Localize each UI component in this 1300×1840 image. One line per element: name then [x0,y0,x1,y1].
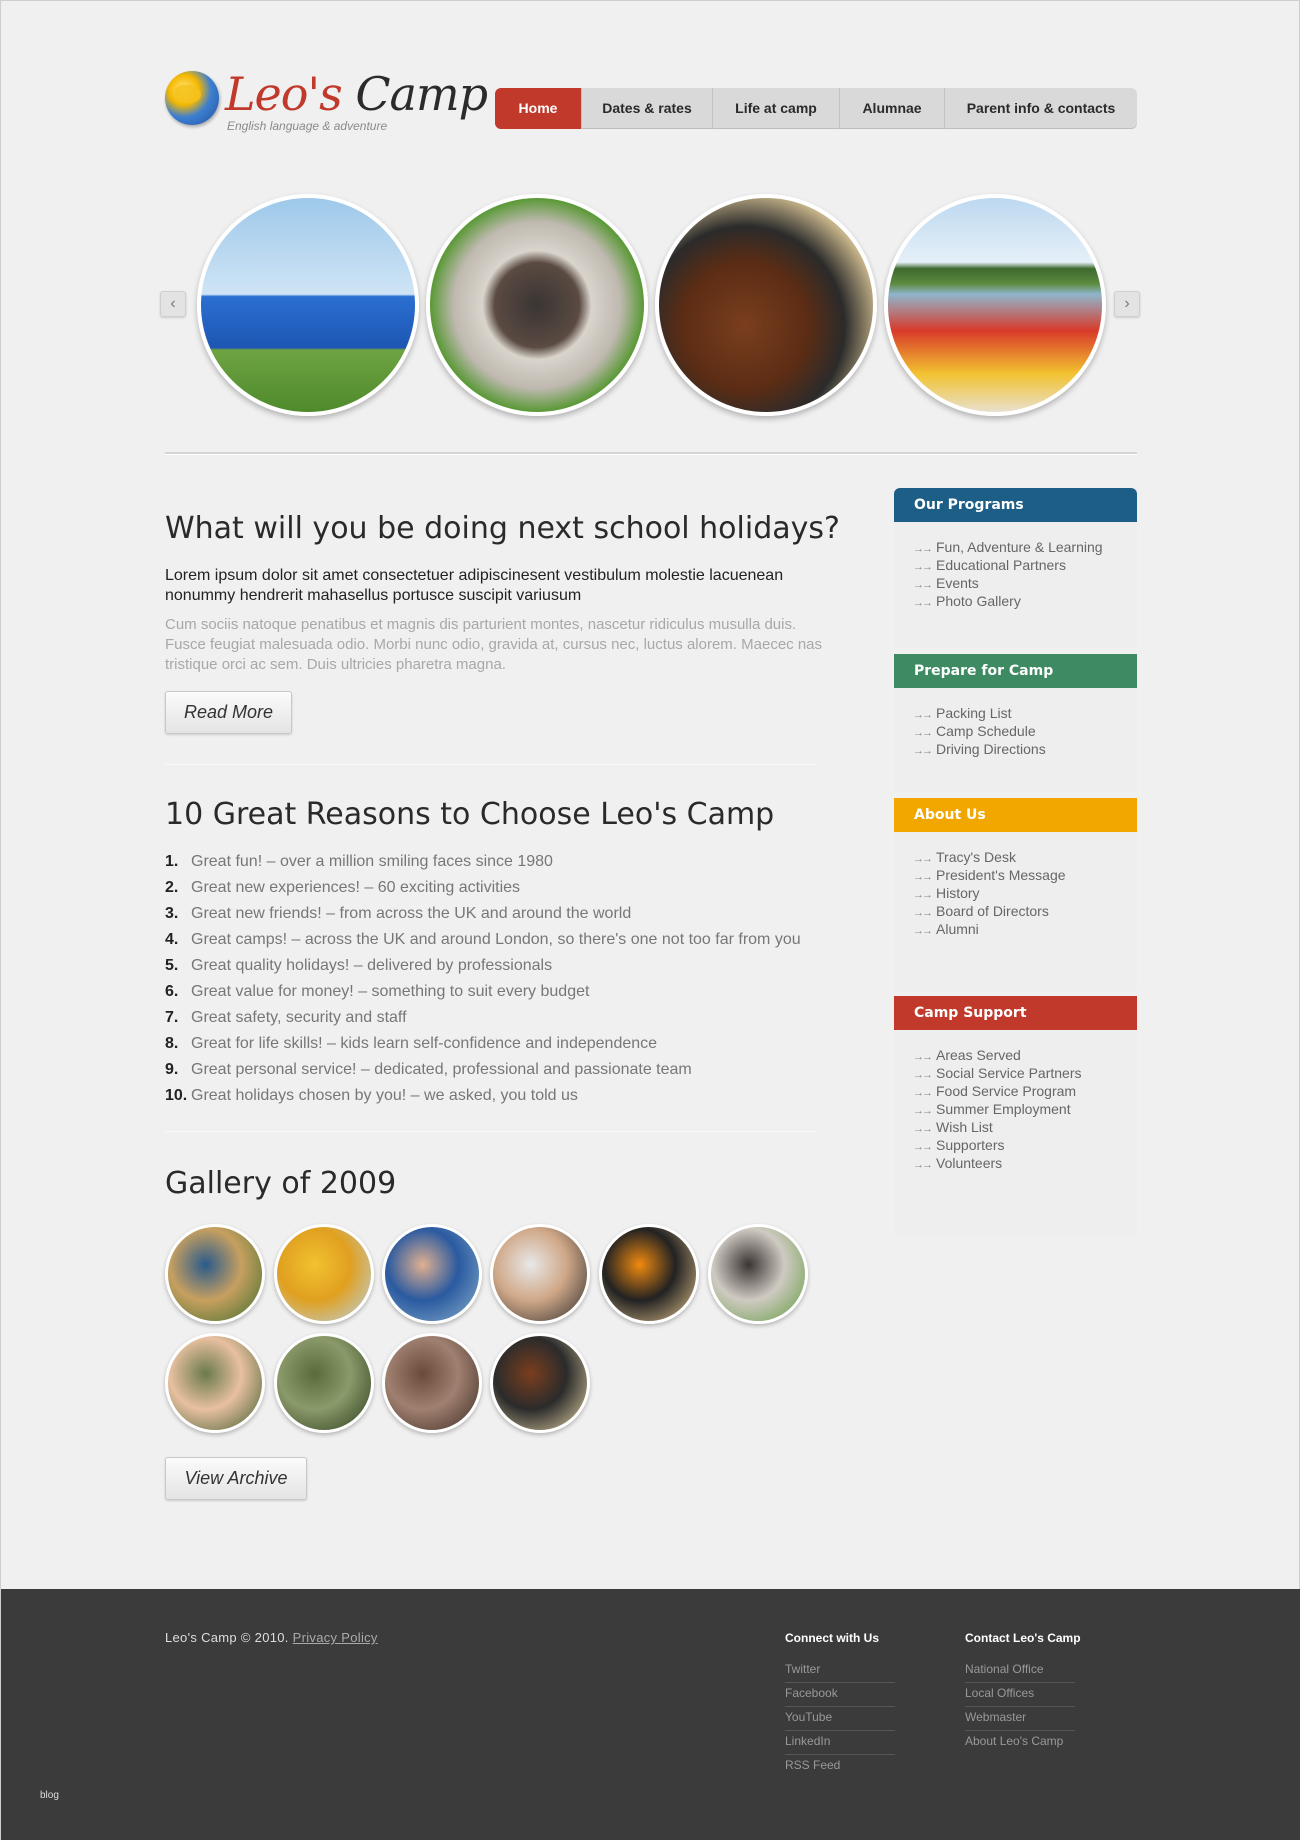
footer-contact-heading: Contact Leo's Camp [965,1631,1081,1645]
facebook-link[interactable]: Facebook [785,1683,895,1707]
list-item [165,875,825,901]
double-arrow-icon: →→ [913,1123,931,1135]
slide-kayaking[interactable] [884,194,1106,416]
sidebar-link[interactable] [913,1118,1137,1136]
sidebar-link[interactable] [913,574,1137,592]
double-arrow-icon: →→ [913,1069,931,1081]
gallery-thumb[interactable] [274,1333,374,1433]
list-item [165,849,825,875]
chevron-right-icon: › [1124,295,1130,312]
section-divider [165,1131,817,1132]
sidebar-link[interactable] [913,1064,1137,1082]
double-arrow-icon: →→ [913,709,931,721]
intro-title: What will you be doing next school holidays? [165,511,840,546]
sidebar-link-label: Driving Directions [936,741,1046,757]
sidebar-link[interactable] [913,722,1137,740]
sidebar-link-label: Wish List [936,1119,993,1135]
sidebar-link[interactable] [913,920,1137,938]
double-arrow-icon: →→ [913,597,931,609]
sidebar-link-label: Fun, Adventure & Learning [936,539,1103,555]
slide-barbecue[interactable] [655,194,877,416]
nav-item-home[interactable]: Home [495,88,582,129]
sidebar-link-label: Tracy's Desk [936,849,1016,865]
slider-prev-button[interactable] [160,291,186,317]
gallery-thumb[interactable] [708,1224,808,1324]
list-number: 9. [165,1061,179,1078]
sidebar-link-label: President's Message [936,867,1066,883]
reasons-title: 10 Great Reasons to Choose Leo's Camp [165,797,775,832]
gallery-thumb[interactable] [490,1333,590,1433]
intro-body: Cum sociis natoque penatibus et magnis dis parturient montes, nascetur ridiculus musulla duis. Fusce feugiat malesuada odio. Morbi nunc odio, gravida at, cursus nec, luctus alorem. Maecec nas tristique orci ac sem. Duis ultricies pharetra magna. [165,616,823,673]
sidebar-link-label: Photo Gallery [936,593,1021,609]
gallery-thumb[interactable] [165,1224,265,1324]
sidebar-link-label: Supporters [936,1137,1005,1153]
double-arrow-icon: →→ [913,543,931,555]
list-number: 2. [165,879,179,896]
globe-icon [165,71,219,125]
double-arrow-icon: →→ [913,579,931,591]
nav-item-dates-rates[interactable]: Dates & rates [582,88,713,129]
slide-tent[interactable] [197,194,419,416]
double-arrow-icon: →→ [913,561,931,573]
double-arrow-icon: →→ [913,853,931,865]
list-number: 5. [165,957,179,974]
list-item [165,1057,825,1083]
gallery-thumb[interactable] [382,1333,482,1433]
double-arrow-icon: →→ [913,1087,931,1099]
sidebar-section-support [894,996,1137,1236]
list-number: 7. [165,1009,179,1026]
list-text: Great value for money! – something to suit every budget [191,983,590,1000]
sidebar-link[interactable] [913,884,1137,902]
local-offices-link[interactable]: Local Offices [965,1683,1075,1707]
logo-word-leos: Leo's [225,67,342,121]
national-office-link[interactable]: National Office [965,1659,1075,1683]
chevron-left-icon: ‹ [170,295,176,312]
linkedin-link[interactable]: LinkedIn [785,1731,895,1755]
view-archive-button[interactable]: View Archive [165,1457,307,1500]
list-text: Great quality holidays! – delivered by professionals [191,957,553,974]
sidebar-link-label: Volunteers [936,1155,1003,1171]
sidebar-link-label: Educational Partners [936,557,1066,573]
sidebar-link-label: Alumni [936,921,979,937]
list-number: 3. [165,905,179,922]
gallery-title: Gallery of 2009 [165,1166,397,1201]
list-item [165,1031,825,1057]
sidebar-section-programs [894,488,1137,648]
list-number: 8. [165,1035,179,1052]
nav-item-parent-info[interactable]: Parent info & contacts [966,100,1116,116]
sidebar-links [894,522,1137,610]
about-leos-camp-link[interactable]: About Leo's Camp [965,1734,1064,1748]
sidebar-link[interactable] [913,1154,1137,1172]
privacy-policy-link[interactable]: Privacy Policy [292,1630,378,1645]
sidebar-heading: Prepare for Camp [894,654,1137,688]
double-arrow-icon: →→ [913,889,931,901]
webmaster-link[interactable]: Webmaster [965,1707,1075,1731]
reasons-list [165,849,825,1109]
slider-divider [165,452,1137,455]
gallery-thumb[interactable] [382,1224,482,1324]
sidebar-link[interactable] [913,704,1137,722]
logo-word-camp: Camp [355,67,488,121]
twitter-link[interactable]: Twitter [785,1659,895,1683]
blog-link[interactable]: blog [40,1790,59,1801]
sidebar-section-prepare [894,654,1137,792]
list-number: 6. [165,983,179,1000]
list-item [165,1005,825,1031]
list-item [165,953,825,979]
footer [1,1589,1300,1840]
double-arrow-icon: →→ [913,925,931,937]
double-arrow-icon: →→ [913,1051,931,1063]
gallery-thumb[interactable] [599,1224,699,1324]
list-item [165,901,825,927]
sidebar-links [894,1030,1137,1172]
main-nav [495,88,1137,129]
rss-feed-link[interactable]: RSS Feed [785,1758,841,1772]
gallery-thumb[interactable] [274,1224,374,1324]
sidebar-link-label: Camp Schedule [936,723,1036,739]
list-text: Great new friends! – from across the UK and around the world [191,905,632,922]
double-arrow-icon: →→ [913,727,931,739]
sidebar-link[interactable] [913,1100,1137,1118]
section-divider [165,764,817,765]
list-text: Great safety, security and staff [191,1009,407,1026]
list-number: 10. [165,1087,188,1104]
list-number: 1. [165,853,179,870]
sidebar-link-label: Events [936,575,979,591]
sidebar-link-label: Board of Directors [936,903,1049,919]
sidebar-heading: Camp Support [894,996,1137,1030]
sidebar-links [894,688,1137,758]
list-text: Great for life skills! – kids learn self-confidence and independence [191,1035,658,1052]
sidebar-link[interactable] [913,848,1137,866]
sidebar-link[interactable] [913,1046,1137,1064]
sidebar-link-label: Areas Served [936,1047,1021,1063]
list-number: 4. [165,931,179,948]
sidebar-heading: Our Programs [894,488,1137,522]
footer-connect-heading: Connect with Us [785,1631,880,1645]
double-arrow-icon: →→ [913,871,931,883]
list-text: Great personal service! – dedicated, professional and passionate team [191,1061,692,1078]
sidebar-link-label: Food Service Program [936,1083,1077,1099]
slide-campfire[interactable] [426,194,648,416]
sidebar-link[interactable] [913,1136,1137,1154]
list-text: Great fun! – over a million smiling faces since 1980 [191,853,553,870]
slider-next-button[interactable] [1114,291,1140,317]
list-text: Great camps! – across the UK and around London, so there's one not too far from you [191,931,801,948]
gallery-thumb[interactable] [165,1333,265,1433]
footer-connect [785,1631,895,1779]
copyright-text: Leo's Camp © 2010. [165,1630,289,1645]
sidebar-link-label: Packing List [936,705,1012,721]
gallery-thumb[interactable] [490,1224,590,1324]
footer-copyright [165,1630,378,1645]
sidebar-link[interactable] [913,592,1137,610]
sidebar-links [894,832,1137,938]
sidebar-link-label: History [936,885,980,901]
double-arrow-icon: →→ [913,745,931,757]
list-item [165,1083,825,1109]
intro-lead: Lorem ipsum dolor sit amet consectetuer adipiscinesent vestibulum molestie lacuenean nonummy hendrerit mahasellus portusce suscipit variusum [165,567,784,604]
read-more-button[interactable]: Read More [165,691,292,734]
double-arrow-icon: →→ [913,1141,931,1153]
sidebar-link[interactable] [913,1082,1137,1100]
sidebar-section-about [894,798,1137,991]
nav-item-alumnae[interactable]: Alumnae [840,88,945,129]
list-text: Great new experiences! – 60 exciting activities [191,879,521,896]
list-item [165,927,825,953]
sidebar-link-label: Social Service Partners [936,1065,1082,1081]
list-item [165,979,825,1005]
logo-wordmark [225,67,487,121]
sidebar-link-label: Summer Employment [936,1101,1071,1117]
sidebar-link[interactable] [913,902,1137,920]
double-arrow-icon: →→ [913,907,931,919]
logo-tagline: English language & adventure [227,119,388,133]
sidebar-link[interactable] [913,538,1137,556]
sidebar-heading: About Us [894,798,1137,832]
youtube-link[interactable]: YouTube [785,1707,895,1731]
sidebar-link[interactable] [913,740,1137,758]
site-logo[interactable] [165,67,488,147]
sidebar-link[interactable] [913,866,1137,884]
footer-contact [965,1631,1081,1755]
double-arrow-icon: →→ [913,1159,931,1171]
sidebar-link[interactable] [913,556,1137,574]
double-arrow-icon: →→ [913,1105,931,1117]
list-text: Great holidays chosen by you! – we asked, you told us [191,1087,578,1104]
nav-item-life-at-camp[interactable]: Life at camp [713,88,840,129]
